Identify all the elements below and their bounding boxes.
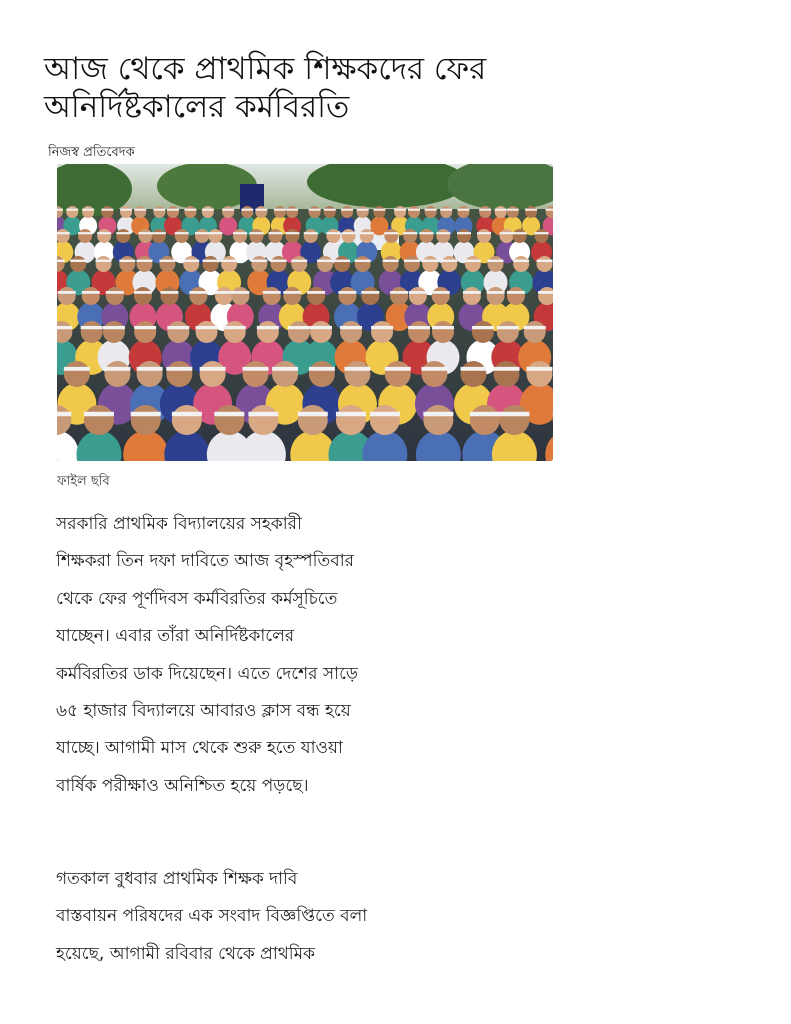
crowd-headband [81,326,103,329]
paragraph-line: যাচ্ছেন। এবার তাঁরা অনির্দিষ্টকালের [56,626,295,647]
crowd-person-head [249,229,263,243]
crowd-person-head [493,361,519,387]
crowd-headband [231,291,249,294]
crowd-person-head [457,229,471,243]
crowd-person-head [338,287,356,305]
crowd-headband [175,232,189,234]
crowd-person-head [134,321,156,343]
crowd-headband [309,209,321,211]
crowd-headband [58,291,76,294]
crowd-headband [441,260,457,262]
crowd-person-head [304,229,318,243]
crowd-headband [440,209,452,211]
crowd-headband [309,367,335,371]
crowd-person-head [291,256,307,272]
crowd-person-head [360,229,374,243]
crowd-person-head [58,287,76,305]
crowd-headband [408,326,430,329]
crowd-person-head [390,287,408,305]
crowd-person-head [152,229,166,243]
crowd-headband [419,232,433,234]
crowd-person-head [167,321,189,343]
crowd-headband [499,412,529,417]
crowd-person-head [106,287,124,305]
crowd-person-head [495,206,507,218]
crowd-headband [152,232,166,234]
crowd-person-head [465,256,481,272]
crowd-person-head [78,229,92,243]
crowd-person-head [274,206,286,218]
crowd-person-head [136,256,152,272]
photo-caption: ফাইল ছবি [57,474,110,489]
crowd-person-head [251,256,267,272]
crowd-person-head [82,287,100,305]
crowd-person-head [357,206,369,218]
crowd-headband [394,209,406,211]
crowd-headband [189,291,207,294]
crowd-person-head [408,321,430,343]
crowd-person-head [500,229,514,243]
crowd-person-head [184,206,196,218]
crowd-headband [57,232,70,234]
crowd-headband [136,260,152,262]
article-paragraph [56,506,476,805]
crowd-headband [384,232,398,234]
crowd-headband [342,232,356,234]
paragraph-line: কর্মবিরতির ডাক দিয়েছেন। এতে দেশের সাড়ে [56,663,359,684]
crowd-person-head [195,229,209,243]
crowd-person-head [470,405,500,435]
crowd-person-head [271,256,287,272]
crowd-person-head [84,405,114,435]
crowd-person-head [507,206,519,218]
crowd-person-head [183,256,199,272]
crowd-person-head [120,206,132,218]
crowd-person-head [64,361,90,387]
crowd-headband [241,209,253,211]
crowd-headband [409,291,427,294]
crowd-person-head [285,229,299,243]
crowd-person-head [537,256,553,272]
crowd-person-head [119,256,135,272]
crowd-headband [139,232,153,234]
crowd-person-head [167,206,179,218]
crowd-person-head [370,405,400,435]
crowd-headband [488,260,504,262]
crowd-person-head [317,256,333,272]
crowd-headband [497,326,519,329]
crowd-person-head [255,206,267,218]
crowd-headband [385,367,411,371]
crowd-headband [317,260,333,262]
crowd-headband [274,209,286,211]
crowd-headband [422,260,438,262]
crowd-person-head [534,229,548,243]
crowd-headband [371,326,393,329]
crowd-headband [167,326,189,329]
crowd-person-head [513,229,527,243]
crowd-headband [214,412,244,417]
crowd-person-head [361,287,379,305]
crowd-person-head [288,321,310,343]
crowd-person-head [96,256,112,272]
crowd-headband [493,367,519,371]
crowd-person-head [383,256,399,272]
crowd-person-head [139,229,153,243]
crowd-person-head [242,361,268,387]
crowd-headband [357,209,369,211]
crowd-headband [257,326,279,329]
crowd-person-head [488,256,504,272]
crowd-person-head [116,229,130,243]
crowd-headband [202,209,214,211]
crowd-person-head [487,287,505,305]
crowd-headband [183,260,199,262]
crowd-headband [340,326,362,329]
crowd-headband [137,367,163,371]
crowd-headband [286,209,298,211]
crowd-person-head [66,206,78,218]
crowd-person-head [215,287,233,305]
crowd-person-head [134,287,152,305]
crowd-headband [57,412,71,417]
crowd-headband [268,232,282,234]
crowd-person-head [101,206,113,218]
crowd-person-head [208,229,222,243]
crowd-headband [436,232,450,234]
crowd-headband [423,412,453,417]
crowd-person-head [371,321,393,343]
crowd-headband [233,232,247,234]
crowd-headband [215,291,233,294]
crowd-headband [432,326,454,329]
crowd-headband [298,412,328,417]
crowd-headband [119,260,135,262]
crowd-person-head [70,256,86,272]
article-paragraph [56,861,476,973]
crowd-headband [120,209,132,211]
crowd-headband [326,232,340,234]
crowd-headband [116,232,130,234]
crowd-headband [242,367,268,371]
crowd-person-head [309,361,335,387]
article-photo [57,164,553,461]
crowd-person-head [134,206,146,218]
crowd-person-head [355,256,371,272]
crowd-headband [524,326,546,329]
crowd-headband [370,412,400,417]
crowd-person-head [457,206,469,218]
crowd-person-head [307,287,325,305]
crowd-headband [304,232,318,234]
crowd-headband [106,291,124,294]
crowd-headband [390,291,408,294]
crowd-person-head [497,321,519,343]
crowd-headband [361,291,379,294]
crowd-headband [200,367,226,371]
crowd-headband [408,209,420,211]
crowd-headband [82,209,94,211]
crowd-headband [460,367,486,371]
crowd-person-head [159,256,175,272]
crowd-headband [432,291,450,294]
crowd-person-head [472,321,494,343]
crowd-person-head [409,287,427,305]
crowd-person-head [231,287,249,305]
crowd-headband [373,209,385,211]
crowd-headband [70,260,86,262]
crowd-headband [538,291,553,294]
crowd-person-head [341,206,353,218]
crowd-headband [324,209,336,211]
crowd-headband [271,260,287,262]
crowd-person-head [203,256,219,272]
crowd-person-head [268,229,282,243]
crowd-headband [334,260,350,262]
paragraph-line: যাচ্ছে। আগামী মাস থেকে শুরু হতে যাওয়া [56,738,343,759]
crowd-headband [134,209,146,211]
crowd-person-head [196,321,218,343]
crowd-person-head [408,206,420,218]
crowd-headband [196,326,218,329]
paragraph-line: সরকারি প্রাথমিক বিদ্যালয়ের সহকারী [56,514,302,534]
crowd-headband [470,412,500,417]
paragraph-line: গতকাল বুধবার প্রাথমিক শিক্ষক দাবি [56,869,298,889]
crowd-headband [403,232,417,234]
crowd-headband [203,260,219,262]
crowd-headband [66,209,78,211]
crowd-headband [457,232,471,234]
crowd-headband [251,260,267,262]
crowd-person-head [513,256,529,272]
paragraph-line: বাস্তবায়ন পরিষদের এক সংবাদ বিজ্ঞপ্তিতে বলা [56,906,368,927]
crowd-headband [338,291,356,294]
crowd-headband [134,326,156,329]
crowd-headband [159,260,175,262]
crowd-person-head [440,206,452,218]
crowd-headband [57,260,65,262]
headline-line: আজ থেকে প্রাথমিক শিক্ষকদের ফের [44,51,487,87]
crowd-person-head [334,256,350,272]
crowd-headband [310,326,332,329]
crowd-headband [537,260,553,262]
crowd-headband [457,209,469,211]
crowd-headband [507,209,519,211]
crowd-person-head [166,361,192,387]
crowd-person-head [373,206,385,218]
crowd-headband [546,209,553,211]
crowd-person-head [175,229,189,243]
crowd-person-head [214,405,244,435]
crowd-headband [465,260,481,262]
crowd-headband [355,260,371,262]
crowd-headband [131,412,161,417]
paragraph-line: ৬৫ হাজার বিদ্যালয়ে আবারও ক্লাস বন্ধ হয়ে [56,701,351,722]
crowd-headband [166,367,192,371]
crowd-headband [525,209,537,211]
crowd-headband [513,260,529,262]
crowd-headband [172,412,202,417]
crowd-headband [97,232,111,234]
crowd-headband [249,232,263,234]
crowd-headband [134,291,152,294]
crowd-person-head [248,405,278,435]
crowd-person-head [310,321,332,343]
crowd-person-head [441,256,457,272]
crowd-headband [285,232,299,234]
crowd-headband [360,232,374,234]
crowd-headband [307,291,325,294]
crowd-headband [477,232,491,234]
crowd-headband [495,209,507,211]
crowd-person-head [286,206,298,218]
protest-crowd-photo [57,164,553,461]
crowd-headband [222,209,234,211]
crowd-person-head [222,206,234,218]
crowd-person-head [460,361,486,387]
crowd-headband [479,209,491,211]
crowd-person-head [160,287,178,305]
crowd-person-head [103,321,125,343]
paragraph-line: শিক্ষকরা তিন দফা দাবিতে আজ বৃহস্পতিবার [56,551,355,572]
crowd-headband [288,326,310,329]
headline-line: অনির্দিষ্টকালের কর্মবিরতি [44,89,350,125]
crowd-headband [82,291,100,294]
crowd-person-head [272,361,298,387]
crowd-headband [103,326,125,329]
crowd-headband [167,209,179,211]
crowd-person-head [298,405,328,435]
byline: নিজস্ব প্রতিবেদক [48,145,135,160]
crowd-headband [421,367,447,371]
crowd-person-head [384,229,398,243]
crowd-headband [383,260,399,262]
crowd-person-head [340,321,362,343]
crowd-person-head [202,206,214,218]
crowd-person-head [342,229,356,243]
crowd-headband [500,232,514,234]
crowd-person-head [257,321,279,343]
crowd-person-head [432,287,450,305]
crowd-headband [104,367,130,371]
crowd-person-head [344,361,370,387]
crowd-person-head [137,361,163,387]
crowd-headband [255,209,267,211]
crowd-headband [224,326,246,329]
crowd-person-head [104,361,130,387]
crowd-person-head [499,405,529,435]
crowd-person-head [477,229,491,243]
crowd-headband [534,232,548,234]
crowd-person-head [221,256,237,272]
crowd-person-head [421,361,447,387]
crowd-person-head [309,206,321,218]
crowd-person-head [224,321,246,343]
crowd-person-head [200,361,226,387]
crowd-headband [248,412,278,417]
crowd-headband [96,260,112,262]
crowd-headband [344,367,370,371]
crowd-person-head [526,361,552,387]
crowd-person-head [525,206,537,218]
crowd-person-head [153,206,165,218]
crowd-headband [84,412,114,417]
crowd-person-head [189,287,207,305]
crowd-person-head [404,256,420,272]
crowd-person-head [131,405,161,435]
crowd-person-head [422,256,438,272]
crowd-person-head [241,206,253,218]
paragraph-line: থেকে ফের পূর্ণদিবস কর্মবিরতির কর্মসূচিতে [56,588,338,609]
crowd-person-head [524,321,546,343]
crowd-headband [463,291,481,294]
crowd-headband [341,209,353,211]
crowd-headband [404,260,420,262]
crowd-person-head [403,229,417,243]
crowd-headband [425,209,437,211]
crowd-person-head [97,229,111,243]
crowd-person-head [436,229,450,243]
crowd-headband [221,260,237,262]
crowd-headband [184,209,196,211]
crowd-person-head [81,321,103,343]
crowd-headband [291,260,307,262]
crowd-headband [57,326,72,329]
crowd-person-head [479,206,491,218]
crowd-headband [208,232,222,234]
crowd-person-head [432,321,454,343]
crowd-person-head [425,206,437,218]
crowd-headband [272,367,298,371]
crowd-headband [283,291,301,294]
crowd-person-head [263,287,281,305]
article-headline [44,50,664,126]
crowd-headband [472,326,494,329]
crowd-headband [526,367,552,371]
crowd-person-head [507,287,525,305]
crowd-headband [160,291,178,294]
crowd-headband [153,209,165,211]
crowd-person-head [82,206,94,218]
crowd-headband [263,291,281,294]
paragraph-line: বার্ষিক পরীক্ষাও অনিশ্চিত হয়ে পড়ছে। [56,775,309,796]
crowd-person-head [336,405,366,435]
crowd-person-head [324,206,336,218]
crowd-person-head [419,229,433,243]
crowd-headband [78,232,92,234]
crowd-person-head [233,229,247,243]
crowd-headband [513,232,527,234]
crowd-person-head [326,229,340,243]
crowd-person-head [172,405,202,435]
crowd-headband [195,232,209,234]
crowd-headband [57,209,63,211]
crowd-person-head [463,287,481,305]
crowd-person-head [385,361,411,387]
crowd-headband [336,412,366,417]
crowd-person-head [423,405,453,435]
crowd-person-head [394,206,406,218]
paragraph-line: হয়েছে, আগামী রবিবার থেকে প্রাথমিক [56,943,316,964]
crowd-headband [64,367,90,371]
crowd-person-head [283,287,301,305]
crowd-headband [487,291,505,294]
crowd-headband [507,291,525,294]
crowd-headband [101,209,113,211]
